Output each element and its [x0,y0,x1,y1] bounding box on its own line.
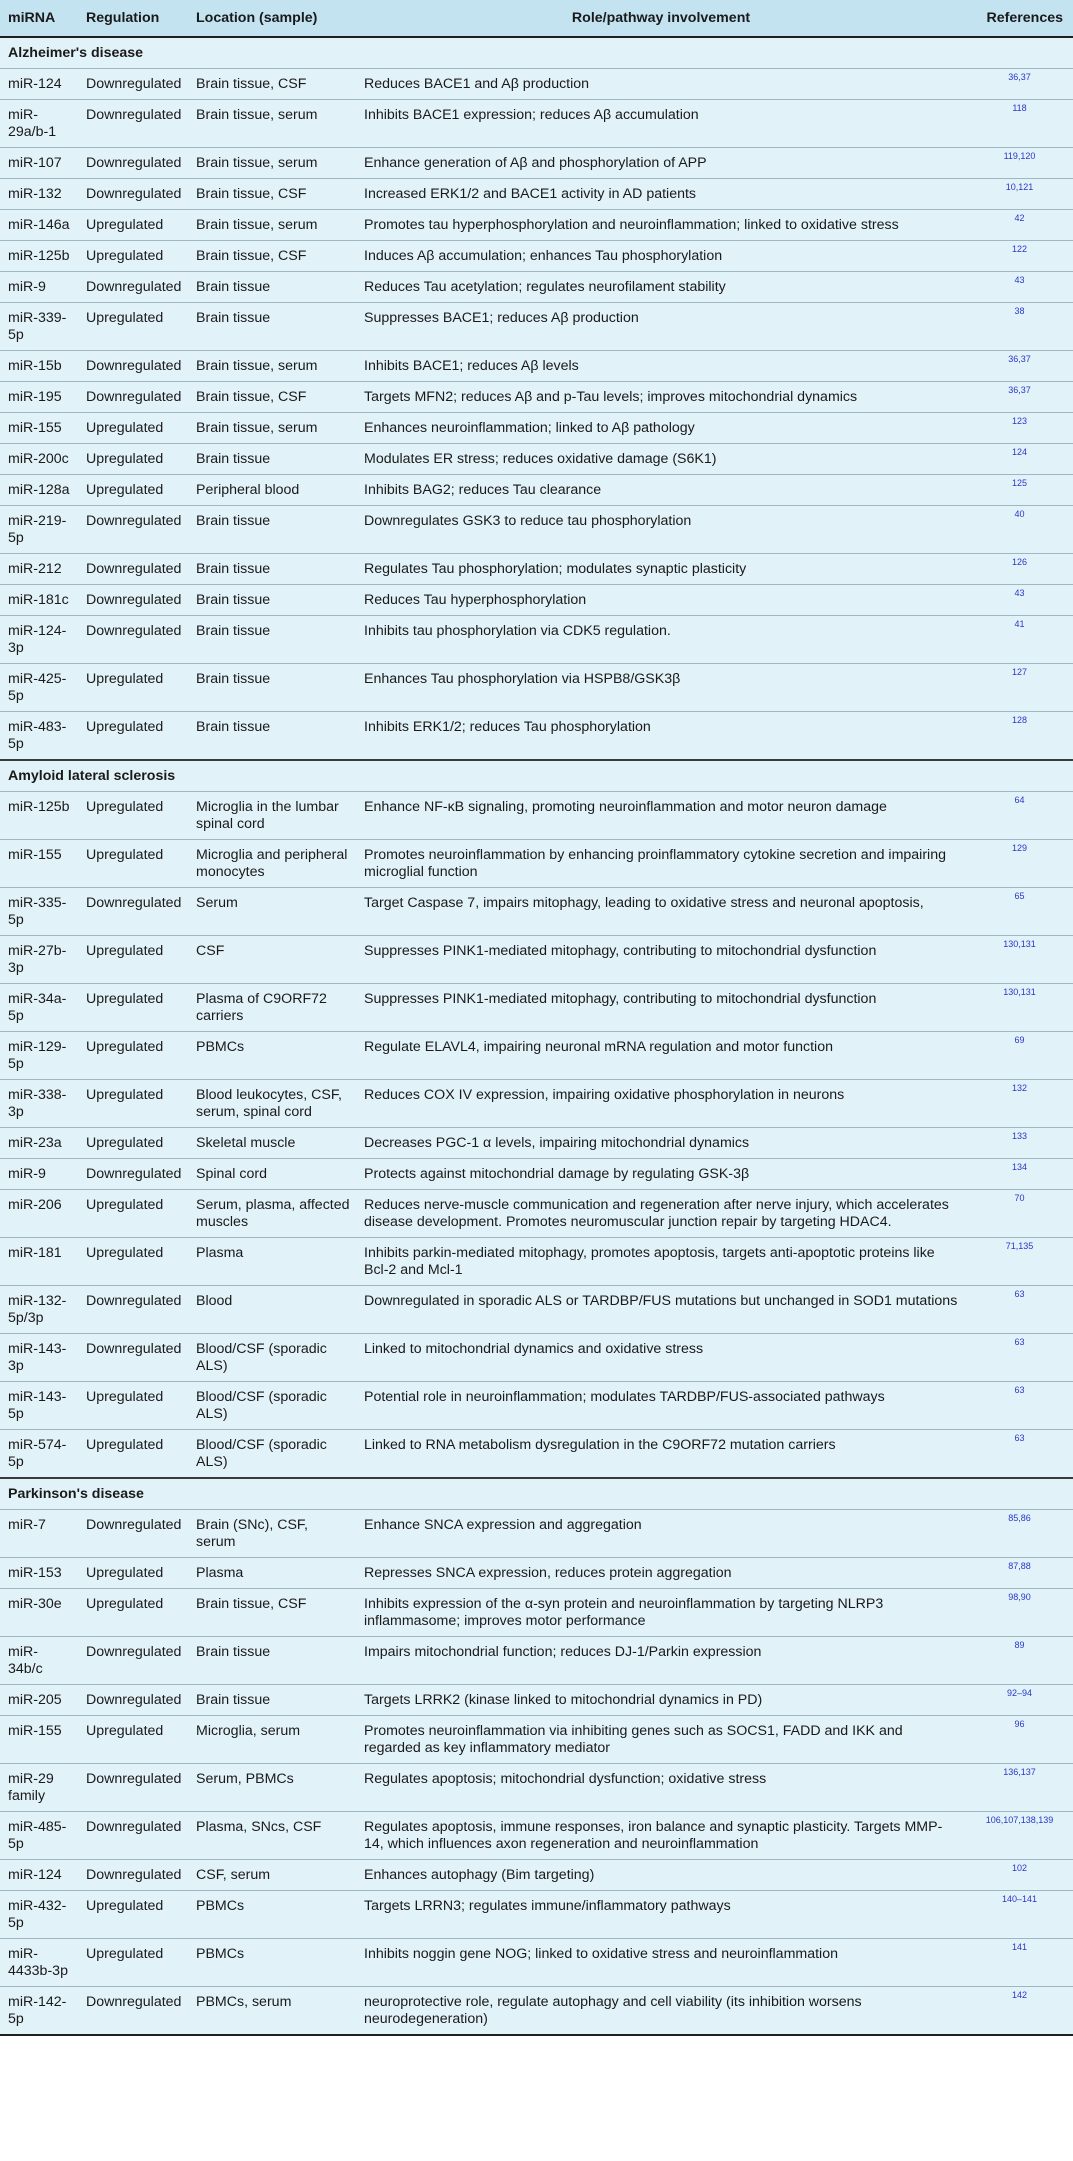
cell-location: Peripheral blood [188,475,356,506]
cell-reference[interactable]: 134 [964,1159,1073,1190]
table-row [0,1334,1073,1382]
table-row [0,1637,1073,1685]
cell-location: CSF [188,936,356,984]
cell-location: Blood/CSF (sporadic ALS) [188,1334,356,1382]
cell-role: Reduces Tau hyperphosphorylation [356,585,964,616]
cell-mirna: miR-107 [0,148,78,179]
section-header-row [0,1478,1073,1510]
table-row [0,475,1073,506]
cell-role: Reduces Tau acetylation; regulates neurofilament stability [356,272,964,303]
cell-reference[interactable]: 36,37 [964,69,1073,100]
cell-location: Brain tissue, CSF [188,179,356,210]
cell-regulation: Upregulated [78,413,188,444]
cell-role: Enhances autophagy (Bim targeting) [356,1860,964,1891]
cell-role: Promotes neuroinflammation by enhancing proinflammatory cytokine secretion and impairing microglial function [356,840,964,888]
cell-role: Promotes neuroinflammation via inhibiting genes such as SOCS1, FADD and IKK and regarded as key inflammatory mediator [356,1716,964,1764]
cell-regulation: Upregulated [78,1558,188,1589]
cell-regulation: Upregulated [78,1891,188,1939]
cell-mirna: miR-142-5p [0,1987,78,2036]
table-row [0,148,1073,179]
cell-reference[interactable]: 130,131 [964,936,1073,984]
cell-location: Plasma [188,1238,356,1286]
cell-mirna: miR-132 [0,179,78,210]
cell-reference[interactable]: 36,37 [964,382,1073,413]
cell-role: Suppresses BACE1; reduces Aβ production [356,303,964,351]
cell-role: Enhances Tau phosphorylation via HSPB8/GSK3β [356,664,964,712]
cell-regulation: Downregulated [78,616,188,664]
table-row [0,1812,1073,1860]
cell-reference[interactable]: 126 [964,554,1073,585]
table-row [0,1510,1073,1558]
table-row [0,1716,1073,1764]
cell-regulation: Upregulated [78,241,188,272]
cell-location: Spinal cord [188,1159,356,1190]
cell-mirna: miR-29 family [0,1764,78,1812]
table-row [0,382,1073,413]
cell-regulation: Upregulated [78,1382,188,1430]
cell-reference[interactable]: 71,135 [964,1238,1073,1286]
cell-regulation: Upregulated [78,475,188,506]
cell-regulation: Upregulated [78,984,188,1032]
cell-location: Plasma [188,1558,356,1589]
cell-mirna: miR-335-5p [0,888,78,936]
cell-reference[interactable]: 41 [964,616,1073,664]
cell-mirna: miR-124-3p [0,616,78,664]
table-row [0,712,1073,761]
cell-regulation: Downregulated [78,1334,188,1382]
cell-mirna: miR-143-5p [0,1382,78,1430]
cell-regulation: Upregulated [78,1128,188,1159]
cell-mirna: miR-338-3p [0,1080,78,1128]
cell-reference[interactable]: 69 [964,1032,1073,1080]
table-row [0,1430,1073,1479]
cell-reference[interactable]: 136,137 [964,1764,1073,1812]
table-row [0,1080,1073,1128]
cell-role: Reduces BACE1 and Aβ production [356,69,964,100]
cell-reference[interactable]: 43 [964,585,1073,616]
cell-mirna: miR-200c [0,444,78,475]
cell-mirna: miR-129-5p [0,1032,78,1080]
cell-role: Downregulates GSK3 to reduce tau phosphorylation [356,506,964,554]
table-row [0,1238,1073,1286]
cell-regulation: Upregulated [78,210,188,241]
section-title: Parkinson's disease [0,1478,1073,1510]
cell-mirna: miR-432-5p [0,1891,78,1939]
cell-mirna: miR-219-5p [0,506,78,554]
cell-role: neuroprotective role, regulate autophagy and cell viability (its inhibition worsens neurodegeneration) [356,1987,964,2036]
cell-regulation: Downregulated [78,1637,188,1685]
cell-regulation: Downregulated [78,1510,188,1558]
cell-location: Microglia and peripheral monocytes [188,840,356,888]
cell-reference[interactable]: 123 [964,413,1073,444]
cell-mirna: miR-205 [0,1685,78,1716]
cell-reference[interactable]: 118 [964,100,1073,148]
cell-location: Blood leukocytes, CSF, serum, spinal cord [188,1080,356,1128]
cell-reference[interactable]: 40 [964,506,1073,554]
cell-mirna: miR-483-5p [0,712,78,761]
cell-location: Brain tissue [188,272,356,303]
cell-regulation: Downregulated [78,148,188,179]
cell-role: Targets LRRK2 (kinase linked to mitochondrial dynamics in PD) [356,1685,964,1716]
cell-mirna: miR-143-3p [0,1334,78,1382]
table-row [0,1987,1073,2036]
table-row [0,1685,1073,1716]
cell-role: Enhance NF-κB signaling, promoting neuroinflammation and motor neuron damage [356,792,964,840]
cell-regulation: Upregulated [78,1080,188,1128]
table-header [0,0,1073,37]
section-header-row [0,760,1073,792]
cell-reference[interactable]: 140–141 [964,1891,1073,1939]
table-row [0,351,1073,382]
cell-mirna: miR-425-5p [0,664,78,712]
cell-reference[interactable]: 98,90 [964,1589,1073,1637]
cell-location: Brain tissue, serum [188,351,356,382]
table-row [0,444,1073,475]
cell-regulation: Upregulated [78,664,188,712]
table-row [0,303,1073,351]
table-row [0,1382,1073,1430]
cell-regulation: Upregulated [78,1589,188,1637]
cell-regulation: Downregulated [78,382,188,413]
cell-reference[interactable]: 10,121 [964,179,1073,210]
cell-reference[interactable]: 63 [964,1430,1073,1479]
cell-reference[interactable]: 36,37 [964,351,1073,382]
table-row [0,69,1073,100]
cell-location: Brain tissue, serum [188,148,356,179]
cell-regulation: Downregulated [78,1812,188,1860]
cell-role: Inhibits BACE1 expression; reduces Aβ accumulation [356,100,964,148]
table-row [0,616,1073,664]
cell-role: Represses SNCA expression, reduces protein aggregation [356,1558,964,1589]
header-role: Role/pathway involvement [356,0,964,37]
cell-reference[interactable]: 133 [964,1128,1073,1159]
cell-regulation: Upregulated [78,1190,188,1238]
table-row [0,1159,1073,1190]
cell-mirna: miR-27b-3p [0,936,78,984]
table-row [0,1589,1073,1637]
cell-role: Modulates ER stress; reduces oxidative damage (S6K1) [356,444,964,475]
table-row [0,100,1073,148]
cell-regulation: Downregulated [78,888,188,936]
cell-reference[interactable]: 63 [964,1334,1073,1382]
cell-role: Inhibits parkin-mediated mitophagy, promotes apoptosis, targets anti-apoptotic proteins like Bcl-2 and Mcl-1 [356,1238,964,1286]
table-row [0,210,1073,241]
cell-mirna: miR-125b [0,792,78,840]
cell-mirna: miR-7 [0,1510,78,1558]
cell-role: Increased ERK1/2 and BACE1 activity in AD patients [356,179,964,210]
cell-role: Linked to RNA metabolism dysregulation in the C9ORF72 mutation carriers [356,1430,964,1479]
cell-mirna: miR-181c [0,585,78,616]
cell-role: Decreases PGC-1 α levels, impairing mitochondrial dynamics [356,1128,964,1159]
cell-location: PBMCs [188,1891,356,1939]
cell-location: PBMCs [188,1032,356,1080]
cell-role: Enhances neuroinflammation; linked to Aβ pathology [356,413,964,444]
header-row [0,0,1073,37]
table-row [0,506,1073,554]
header-references: References [964,0,1073,37]
table-row [0,1558,1073,1589]
cell-reference[interactable]: 70 [964,1190,1073,1238]
section-title: Amyloid lateral sclerosis [0,760,1073,792]
cell-location: Brain tissue [188,585,356,616]
cell-role: Regulates Tau phosphorylation; modulates synaptic plasticity [356,554,964,585]
cell-location: Brain tissue [188,554,356,585]
cell-role: Inhibits ERK1/2; reduces Tau phosphorylation [356,712,964,761]
cell-location: Plasma, SNcs, CSF [188,1812,356,1860]
cell-location: Brain tissue [188,506,356,554]
cell-location: PBMCs, serum [188,1987,356,2036]
cell-location: Plasma of C9ORF72 carriers [188,984,356,1032]
cell-mirna: miR-155 [0,1716,78,1764]
cell-location: Serum, plasma, affected muscles [188,1190,356,1238]
cell-reference[interactable]: 119,120 [964,148,1073,179]
table-row [0,1190,1073,1238]
cell-reference[interactable]: 130,131 [964,984,1073,1032]
cell-location: Brain tissue, serum [188,100,356,148]
cell-location: Brain tissue [188,1685,356,1716]
cell-location: Brain tissue, CSF [188,241,356,272]
header-location: Location (sample) [188,0,356,37]
table-row [0,1891,1073,1939]
cell-role: Inhibits expression of the α-syn protein and neuroinflammation by targeting NLRP3 inflammasome; improves motor performance [356,1589,964,1637]
cell-role: Reduces nerve-muscle communication and regeneration after nerve injury, which accelerates disease development. Promotes neuromuscular junction repair by targeting HDAC4. [356,1190,964,1238]
table-row [0,1764,1073,1812]
cell-mirna: miR-155 [0,840,78,888]
cell-role: Reduces COX IV expression, impairing oxidative phosphorylation in neurons [356,1080,964,1128]
cell-role: Inhibits tau phosphorylation via CDK5 regulation. [356,616,964,664]
cell-location: Brain tissue [188,664,356,712]
cell-role: Suppresses PINK1-mediated mitophagy, contributing to mitochondrial dysfunction [356,984,964,1032]
cell-role: Targets MFN2; reduces Aβ and p-Tau levels; improves mitochondrial dynamics [356,382,964,413]
cell-reference[interactable]: 125 [964,475,1073,506]
cell-regulation: Downregulated [78,1860,188,1891]
table-row [0,241,1073,272]
table-row [0,179,1073,210]
cell-regulation: Upregulated [78,712,188,761]
cell-reference[interactable]: 128 [964,712,1073,761]
cell-role: Regulates apoptosis, immune responses, iron balance and synaptic plasticity. Targets MMP-14, which influences axon regeneration and neuroinflammation [356,1812,964,1860]
cell-role: Target Caspase 7, impairs mitophagy, leading to oxidative stress and neuronal apoptosis, [356,888,964,936]
cell-regulation: Downregulated [78,1159,188,1190]
cell-role: Enhance SNCA expression and aggregation [356,1510,964,1558]
table-row [0,792,1073,840]
cell-regulation: Downregulated [78,554,188,585]
table-row [0,936,1073,984]
cell-reference[interactable]: 129 [964,840,1073,888]
cell-regulation: Downregulated [78,351,188,382]
cell-role: Potential role in neuroinflammation; modulates TARDBP/FUS-associated pathways [356,1382,964,1430]
cell-regulation: Downregulated [78,69,188,100]
cell-mirna: miR-146a [0,210,78,241]
section-title: Alzheimer's disease [0,37,1073,69]
cell-reference[interactable]: 96 [964,1716,1073,1764]
table-row [0,272,1073,303]
cell-regulation: Downregulated [78,506,188,554]
table-row [0,664,1073,712]
cell-regulation: Upregulated [78,840,188,888]
cell-mirna: miR-195 [0,382,78,413]
cell-reference[interactable]: 142 [964,1987,1073,2036]
cell-role: Impairs mitochondrial function; reduces DJ-1/Parkin expression [356,1637,964,1685]
table-row [0,1860,1073,1891]
cell-role: Promotes tau hyperphosphorylation and neuroinflammation; linked to oxidative stress [356,210,964,241]
cell-regulation: Upregulated [78,1716,188,1764]
table-row [0,840,1073,888]
section-header-row [0,37,1073,69]
cell-regulation: Upregulated [78,1032,188,1080]
cell-regulation: Upregulated [78,1939,188,1987]
cell-location: Blood [188,1286,356,1334]
cell-role: Downregulated in sporadic ALS or TARDBP/FUS mutations but unchanged in SOD1 mutations [356,1286,964,1334]
cell-regulation: Upregulated [78,1238,188,1286]
cell-mirna: miR-125b [0,241,78,272]
cell-location: Microglia, serum [188,1716,356,1764]
cell-reference[interactable]: 102 [964,1860,1073,1891]
cell-mirna: miR-124 [0,69,78,100]
cell-location: Brain tissue, serum [188,413,356,444]
cell-reference[interactable]: 122 [964,241,1073,272]
cell-mirna: miR-485-5p [0,1812,78,1860]
cell-reference[interactable]: 92–94 [964,1685,1073,1716]
cell-mirna: miR-155 [0,413,78,444]
cell-role: Targets LRRN3; regulates immune/inflammatory pathways [356,1891,964,1939]
cell-mirna: miR-23a [0,1128,78,1159]
table-row [0,585,1073,616]
cell-location: Brain tissue, CSF [188,1589,356,1637]
cell-location: Brain tissue, serum [188,210,356,241]
table-body [0,37,1073,2035]
cell-mirna: miR-181 [0,1238,78,1286]
cell-location: PBMCs [188,1939,356,1987]
table-row [0,888,1073,936]
cell-regulation: Downregulated [78,1685,188,1716]
cell-mirna: miR-34b/c [0,1637,78,1685]
cell-regulation: Upregulated [78,303,188,351]
cell-reference[interactable]: 85,86 [964,1510,1073,1558]
cell-mirna: miR-128a [0,475,78,506]
cell-role: Regulates apoptosis; mitochondrial dysfunction; oxidative stress [356,1764,964,1812]
header-regulation: Regulation [78,0,188,37]
cell-location: Brain tissue [188,444,356,475]
cell-mirna: miR-4433b-3p [0,1939,78,1987]
cell-location: Brain tissue [188,303,356,351]
cell-mirna: miR-132-5p/3p [0,1286,78,1334]
cell-location: Brain tissue [188,1637,356,1685]
cell-role: Enhance generation of Aβ and phosphorylation of APP [356,148,964,179]
cell-mirna: miR-34a-5p [0,984,78,1032]
cell-reference[interactable]: 63 [964,1286,1073,1334]
cell-regulation: Upregulated [78,1430,188,1479]
table-row [0,1032,1073,1080]
cell-role: Linked to mitochondrial dynamics and oxidative stress [356,1334,964,1382]
cell-regulation: Downregulated [78,272,188,303]
cell-location: Brain (SNc), CSF, serum [188,1510,356,1558]
cell-regulation: Downregulated [78,1987,188,2036]
cell-location: Brain tissue, CSF [188,69,356,100]
cell-role: Inhibits BAG2; reduces Tau clearance [356,475,964,506]
cell-reference[interactable]: 132 [964,1080,1073,1128]
cell-mirna: miR-339-5p [0,303,78,351]
cell-location: Brain tissue [188,712,356,761]
cell-regulation: Downregulated [78,100,188,148]
cell-reference[interactable]: 106,107,138,139 [964,1812,1073,1860]
cell-reference[interactable]: 89 [964,1637,1073,1685]
cell-reference[interactable]: 38 [964,303,1073,351]
cell-location: Blood/CSF (sporadic ALS) [188,1382,356,1430]
cell-location: Brain tissue [188,616,356,664]
cell-mirna: miR-15b [0,351,78,382]
cell-regulation: Upregulated [78,936,188,984]
cell-reference[interactable]: 42 [964,210,1073,241]
table-row [0,1128,1073,1159]
cell-location: CSF, serum [188,1860,356,1891]
cell-reference[interactable]: 63 [964,1382,1073,1430]
cell-mirna: miR-9 [0,1159,78,1190]
cell-regulation: Upregulated [78,792,188,840]
cell-regulation: Downregulated [78,585,188,616]
cell-role: Inhibits noggin gene NOG; linked to oxidative stress and neuroinflammation [356,1939,964,1987]
table-row [0,1939,1073,1987]
cell-role: Protects against mitochondrial damage by regulating GSK-3β [356,1159,964,1190]
cell-reference[interactable]: 141 [964,1939,1073,1987]
cell-location: Serum, PBMCs [188,1764,356,1812]
cell-reference[interactable]: 87,88 [964,1558,1073,1589]
cell-regulation: Downregulated [78,179,188,210]
cell-role: Induces Aβ accumulation; enhances Tau phosphorylation [356,241,964,272]
table-row [0,413,1073,444]
table-row [0,1286,1073,1334]
cell-reference[interactable]: 43 [964,272,1073,303]
cell-location: Skeletal muscle [188,1128,356,1159]
table-row [0,984,1073,1032]
cell-mirna: miR-212 [0,554,78,585]
cell-mirna: miR-124 [0,1860,78,1891]
cell-mirna: miR-574-5p [0,1430,78,1479]
cell-mirna: miR-206 [0,1190,78,1238]
cell-role: Regulate ELAVL4, impairing neuronal mRNA regulation and motor function [356,1032,964,1080]
cell-reference[interactable]: 124 [964,444,1073,475]
cell-reference[interactable]: 65 [964,888,1073,936]
table-row [0,554,1073,585]
cell-location: Serum [188,888,356,936]
cell-regulation: Upregulated [78,444,188,475]
cell-mirna: miR-9 [0,272,78,303]
cell-reference[interactable]: 127 [964,664,1073,712]
cell-mirna: miR-153 [0,1558,78,1589]
cell-mirna: miR-29a/b-1 [0,100,78,148]
cell-regulation: Downregulated [78,1764,188,1812]
cell-location: Microglia in the lumbar spinal cord [188,792,356,840]
cell-location: Brain tissue, CSF [188,382,356,413]
header-mirna: miRNA [0,0,78,37]
cell-regulation: Downregulated [78,1286,188,1334]
cell-role: Suppresses PINK1-mediated mitophagy, contributing to mitochondrial dysfunction [356,936,964,984]
cell-reference[interactable]: 64 [964,792,1073,840]
cell-location: Blood/CSF (sporadic ALS) [188,1430,356,1479]
cell-role: Inhibits BACE1; reduces Aβ levels [356,351,964,382]
cell-mirna: miR-30e [0,1589,78,1637]
